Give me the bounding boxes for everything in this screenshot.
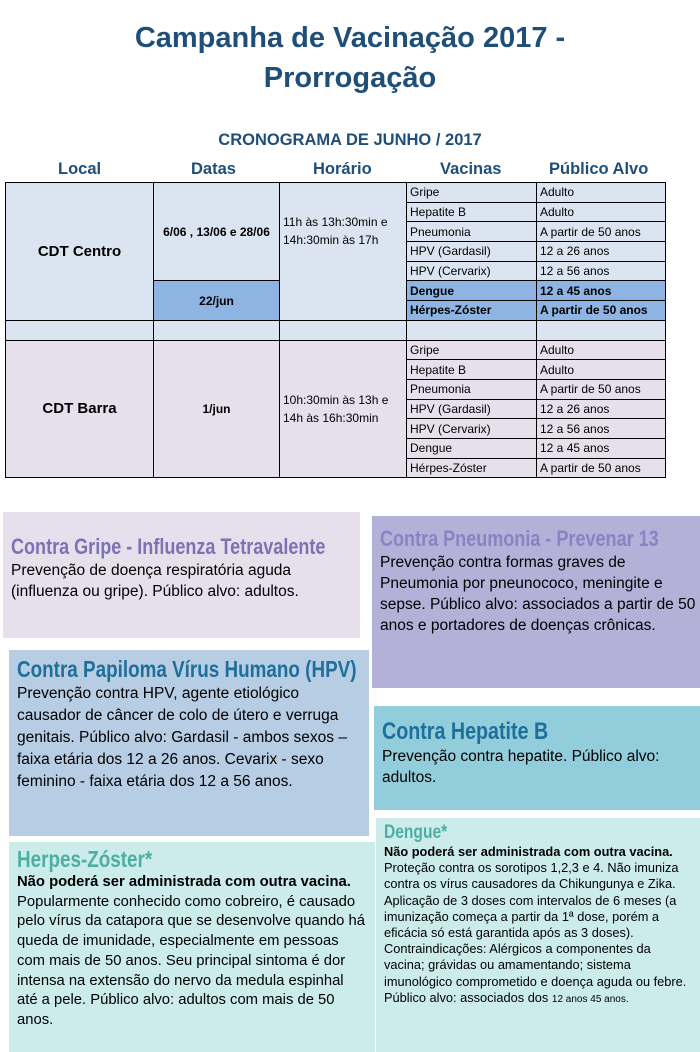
schedule-table xyxy=(5,182,666,478)
barra-audience: A partir de 50 anos xyxy=(537,458,666,478)
barra-local: CDT Barra xyxy=(6,340,154,478)
centro-vaccine: Hepatite B xyxy=(407,202,537,222)
centro-vaccine: Pneumonia xyxy=(407,222,537,242)
gripe-info-box xyxy=(3,512,360,638)
pneumonia-info-box xyxy=(372,516,700,688)
hpv-heading: Contra Papiloma Vírus Humano (HPV) xyxy=(17,656,357,682)
schedule-title: CRONOGRAMA DE JUNHO / 2017 xyxy=(218,131,482,149)
column-header-horario: Horário xyxy=(313,160,372,178)
table-separator-row xyxy=(6,320,666,340)
barra-vaccine: Hepatite B xyxy=(407,360,537,380)
centro-audience: Adulto xyxy=(537,183,666,203)
hepatite-heading: Contra Hepatite B xyxy=(382,718,549,745)
hepatite-text: Prevenção contra hepatite. Público alvo: adultos. xyxy=(382,748,660,786)
dengue-body: Proteção contra os sorotipos 1,2,3 e 4. Não imuniza contra os vírus causadores da Chikungunya e Zika. Aplicação de 3 doses com intervalos de 6 meses (a imunização começa a partir da 1ª dose, porém a eficácia só está garantida após as 3 doses). Contraindicações: Alérgicos a componentes da vacina; grávidas ou amamentando; sistema imunológico comprometido e doença aguda ou febre. Público alvo: associados dos xyxy=(384,860,687,1005)
herpes-body: Popularmente conhecido como cobreiro, é causado pelo vírus da catapora que se desenvolve quando há queda de imunidade, especialmente em pessoas com mais de 50 anos. Seu principal sintoma é dor intensa na extensão do nervo da medula espinhal até a pele. Público alvo: adultos com mais de 50 anos. xyxy=(17,893,365,1028)
centro-audience: A partir de 50 anos xyxy=(537,301,666,321)
column-header-publico: Público Alvo xyxy=(549,160,649,178)
dengue-tail: 12 anos 45 anos. xyxy=(551,993,629,1005)
herpes-heading: Herpes-Zóster* xyxy=(17,846,153,872)
centro-audience: 12 a 45 anos xyxy=(537,281,666,301)
column-header-datas: Datas xyxy=(191,160,236,178)
centro-local: CDT Centro xyxy=(6,183,154,321)
centro-audience: Adulto xyxy=(537,202,666,222)
hpv-text: Prevenção contra HPV, agente etiológico causador de câncer de colo de útero e verruga genitais. Público alvo: Gardasil - ambos sexos – faixa etária dos 12 a 26 anos. Cevarix - sexo feminino - faixa etária dos 12 a 56 anos. xyxy=(17,685,347,790)
title-line-2: Prorrogação xyxy=(263,62,437,94)
centro-audience: A partir de 50 anos xyxy=(537,222,666,242)
pneumonia-heading: Contra Pneumonia - Prevenar 13 xyxy=(380,526,659,551)
herpes-lead: Não poderá ser administrada com outra vacina. xyxy=(17,874,351,890)
centro-vaccine: HPV (Gardasil) xyxy=(407,242,537,262)
table-row xyxy=(6,340,666,360)
centro-vaccine: HPV (Cervarix) xyxy=(407,261,537,281)
column-header-vacinas: Vacinas xyxy=(440,160,502,178)
centro-vaccine: Hérpes-Zóster xyxy=(407,301,537,321)
herpes-info-box xyxy=(9,842,375,1052)
dengue-lead: Não poderá ser administrada com outra vacina. xyxy=(384,844,673,859)
herpes-text xyxy=(17,873,367,1031)
table-row xyxy=(6,183,666,203)
barra-audience: Adulto xyxy=(537,360,666,380)
barra-hours: 10h:30min às 13h e 14h às 16h:30min xyxy=(280,340,407,478)
barra-audience: A partir de 50 anos xyxy=(537,379,666,399)
centro-audience: 12 a 26 anos xyxy=(537,242,666,262)
barra-vaccine: Dengue xyxy=(407,438,537,458)
pneumonia-text: Prevenção contra formas graves de Pneumonia por pneunococo, meningite e sepse. Público alvo: associados a partir de 50 anos e portadores de doenças crônicas. xyxy=(380,554,696,634)
barra-audience: Adulto xyxy=(537,340,666,360)
barra-audience: 12 a 26 anos xyxy=(537,399,666,419)
centro-vaccine: Dengue xyxy=(407,281,537,301)
centro-dates-extra: 22/jun xyxy=(154,281,280,320)
barra-vaccine: Pneumonia xyxy=(407,379,537,399)
barra-vaccine: Hérpes-Zóster xyxy=(407,458,537,478)
hpv-info-box xyxy=(9,650,369,836)
barra-vaccine: Gripe xyxy=(407,340,537,360)
gripe-text: Prevenção de doença respiratória aguda (influenza ou gripe). Público alvo: adultos. xyxy=(11,562,299,600)
page-title xyxy=(0,18,700,98)
centro-audience: 12 a 56 anos xyxy=(537,261,666,281)
barra-vaccine: HPV (Cervarix) xyxy=(407,419,537,439)
barra-vaccine: HPV (Gardasil) xyxy=(407,399,537,419)
column-header-local: Local xyxy=(58,160,102,178)
dengue-heading: Dengue* xyxy=(384,822,448,843)
gripe-heading: Contra Gripe - Influenza Tetravalente xyxy=(11,534,326,559)
centro-vaccine: Gripe xyxy=(407,183,537,203)
centro-hours: 11h às 13h:30min e 14h:30min às 17h xyxy=(280,183,407,321)
hepatite-info-box xyxy=(374,706,700,810)
barra-audience: 12 a 56 anos xyxy=(537,419,666,439)
barra-audience: 12 a 45 anos xyxy=(537,438,666,458)
centro-dates: 6/06 , 13/06 e 28/06 xyxy=(154,183,280,281)
dengue-text xyxy=(384,844,694,1008)
dengue-info-box xyxy=(376,818,700,1052)
title-line-1: Campanha de Vacinação 2017 - xyxy=(134,22,566,54)
barra-dates: 1/jun xyxy=(154,340,280,478)
